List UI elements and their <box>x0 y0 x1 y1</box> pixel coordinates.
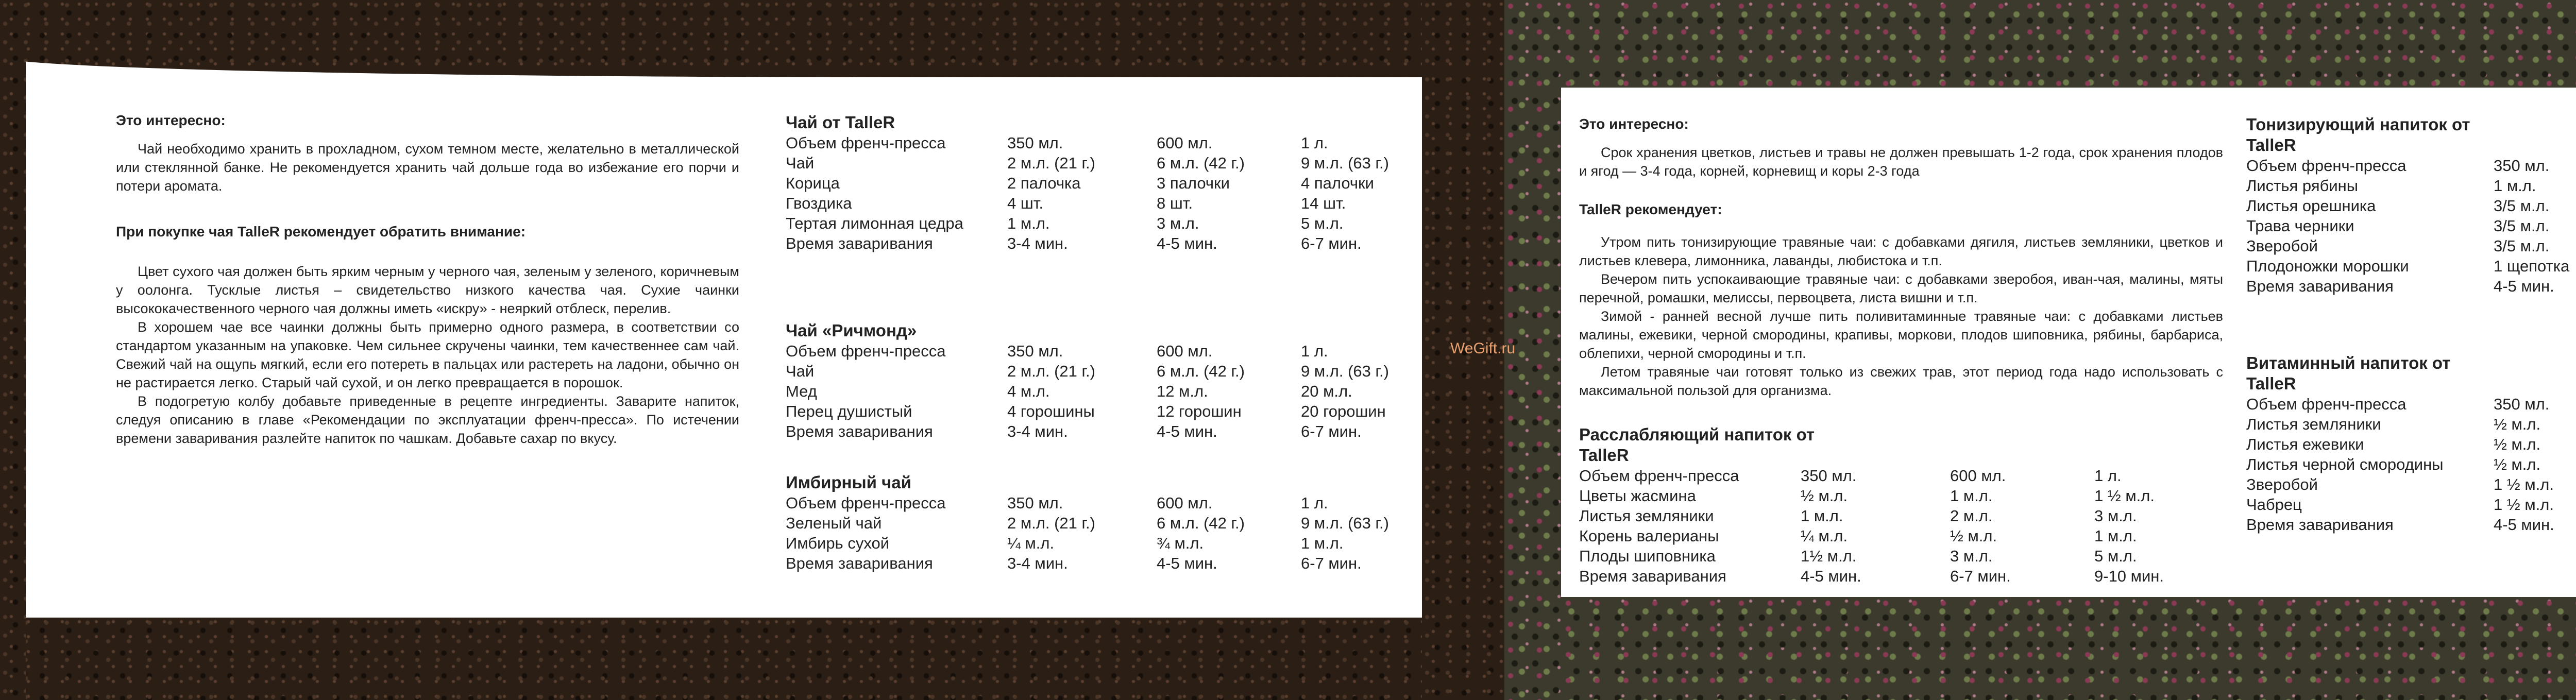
table-cell: ½ м.л. <box>1801 487 1848 505</box>
table-row <box>1579 566 2197 586</box>
table-cell: Время заваривания <box>786 234 933 252</box>
table-cell: 4-5 мин. <box>1157 422 1217 440</box>
recipe-table <box>2246 394 2576 535</box>
table-cell: 4 палочки <box>1301 174 1374 192</box>
table-cell: Время заваривания <box>2246 516 2394 534</box>
table-cell: 3 м.л. <box>1157 214 1199 232</box>
table-row <box>786 421 1414 441</box>
table-cell: Объем френч-пресса <box>786 494 946 512</box>
table-cell: 1 л. <box>1301 494 1328 512</box>
table-row <box>1579 486 2197 506</box>
right-text-column <box>1579 114 2223 586</box>
table-cell: 3-4 мин. <box>1007 554 1068 572</box>
tea-leaves-border-bottom <box>0 618 1504 700</box>
table-cell: 5 м.л. <box>2094 547 2137 565</box>
recipe-relax-drink <box>1579 424 2223 586</box>
watermark: WeGift.ru <box>1450 340 1516 357</box>
table-cell: Листья орешника <box>2246 197 2376 215</box>
table-row <box>1579 506 2197 526</box>
table-cell: Мед <box>786 382 817 400</box>
table-cell: ½ м.л. <box>1950 527 1997 545</box>
buying-paragraph: Цвет сухого чая должен быть ярким черным у черного чая, зеленым у зеленого, коричневым у оолонга. Тусклые листья – свидетельство низкого качества чая. Сухие чаинки высококачественного черного чая должны иметь «искру» - неяркий отблеск, перелив. <box>116 264 739 316</box>
table-row <box>786 233 1414 253</box>
table-cell: ½ м.л. <box>2494 415 2541 433</box>
table-cell: 350 мл. <box>1007 342 1063 360</box>
table-cell: 600 мл. <box>1950 467 2006 485</box>
recipe-table <box>786 493 1414 573</box>
table-cell: 6-7 мин. <box>1301 554 1362 572</box>
table-cell: 600 мл. <box>1157 342 1213 360</box>
table-cell: 5 м.л. <box>1301 214 1344 232</box>
table-cell: Чабрец <box>2246 496 2302 514</box>
table-cell: 6-7 мин. <box>1301 234 1362 252</box>
buying-paragraph: В подогретую колбу добавьте приведенные в рецепте ингредиенты. Заварите напиток, следуя описанию в главе «Рекомендации по эксплуатации френч-пресса». По истечении времени заваривания разлейте напиток по чашкам. Добавьте сахар по вкусу. <box>116 394 739 446</box>
table-row <box>2246 515 2576 535</box>
recommends-paragraph: Вечером пить успокаивающие травяные чаи: с добавками зверобоя, иван-чая, малины, мяты перечной, ромашки, мелиссы, первоцвета, листа вишни и т.п. <box>1579 271 2223 305</box>
table-row <box>2246 454 2576 474</box>
table-cell: 1 м.л. <box>1801 507 1843 525</box>
right-recipe-column <box>2246 114 2576 535</box>
interesting-text: Срок хранения цветков, листьев и травы не должен превышать 1-2 года, срок хранения плодов и ягод — 3-4 года, корней, корневищ и коры 2-3 года <box>1579 145 2223 179</box>
table-cell: 4-5 мин. <box>1157 234 1217 252</box>
recipe-table <box>2246 156 2576 296</box>
table-cell: 6 м.л. (42 г.) <box>1157 154 1245 172</box>
table-cell: 20 горошин <box>1301 402 1386 420</box>
table-cell: 12 горошин <box>1157 402 1242 420</box>
table-cell: ½ м.л. <box>2494 455 2541 473</box>
table-cell: 1 ½ м.л. <box>2094 487 2155 505</box>
table-cell: Объем френч-пресса <box>786 342 946 360</box>
table-cell: 3-4 мин. <box>1007 234 1068 252</box>
table-row <box>1579 526 2197 546</box>
table-cell: Объем френч-пресса <box>2246 395 2406 413</box>
recipe-table <box>786 341 1414 441</box>
table-row <box>786 341 1414 361</box>
table-row <box>786 133 1414 153</box>
recipe-title: Тонизирующий напиток от TalleR <box>2246 115 2470 155</box>
table-cell: 6 м.л. (42 г.) <box>1157 362 1245 380</box>
recipe-taller-tea <box>786 112 1419 253</box>
recipe-table <box>1579 466 2197 586</box>
table-cell: Перец душистый <box>786 402 912 420</box>
table-cell: Корица <box>786 174 840 192</box>
table-cell: Тертая лимонная цедра <box>786 214 963 232</box>
table-cell: 2 палочка <box>1007 174 1081 192</box>
table-cell: 1 м.л. <box>2094 527 2137 545</box>
table-cell: 1 щепотка <box>2494 257 2570 275</box>
table-cell: 6-7 мин. <box>1950 567 2011 585</box>
recipe-ginger-tea <box>786 472 1419 573</box>
recommends-paragraph: Зимой - ранней весной лучше пить поливитаминные травяные чаи: с добавками листьев малины, ежевики, черной смородины, крапивы, моркови, плодов шиповника, рябины, барбариса, облепихи, черной смородины и т.п. <box>1579 309 2223 361</box>
recommends-paragraph: Летом травяные чаи готовят только из свежих трав, этот период года надо использовать с максимальной пользой для организма. <box>1579 364 2223 398</box>
table-row <box>2246 494 2576 515</box>
table-row <box>786 401 1414 421</box>
table-cell: Время заваривания <box>2246 277 2394 295</box>
table-cell: Плоды шиповника <box>1579 547 1716 565</box>
table-cell: Объем френч-пресса <box>2246 157 2406 175</box>
table-cell: 9 м.л. (63 г.) <box>1301 514 1389 532</box>
table-cell: 1½ м.л. <box>1801 547 1857 565</box>
table-cell: 20 м.л. <box>1301 382 1352 400</box>
table-row <box>786 193 1414 213</box>
recipe-vitamin-drink <box>2246 353 2576 535</box>
table-cell: Чай <box>786 362 815 380</box>
table-row <box>786 533 1414 553</box>
table-cell: 4-5 мин. <box>1157 554 1217 572</box>
table-cell: 1 ½ м.л. <box>2494 496 2554 514</box>
table-cell: 350 мл. <box>1007 494 1063 512</box>
tea-leaves-border-top <box>0 0 1504 77</box>
table-cell: Плодоножки морошки <box>2246 257 2409 275</box>
table-cell: ¾ м.л. <box>1157 534 1204 552</box>
table-cell: Гвоздика <box>786 194 852 212</box>
recipe-richmond-tea <box>786 320 1419 441</box>
table-cell: Зверобой <box>2246 475 2318 493</box>
recommends-paragraphs <box>1579 233 2223 400</box>
table-row <box>2246 216 2576 236</box>
interesting-text: Чай необходимо хранить в прохладном, сухом темном месте, желательно в металлической или стеклянной банке. Не рекомендуется хранить чай дольше года во избежание его порчи и потери аромата. <box>116 141 739 194</box>
table-cell: 1 л. <box>1301 342 1328 360</box>
table-cell: Объем френч-пресса <box>786 134 946 152</box>
table-row <box>2246 434 2576 454</box>
buying-heading: При покупке чая TalleR рекомендует обратить внимание: <box>116 224 526 240</box>
table-row <box>2246 236 2576 256</box>
interesting-heading: Это интересно: <box>1579 116 1689 132</box>
table-cell: 2 м.л. (21 г.) <box>1007 154 1095 172</box>
table-cell: 3/5 м.л. <box>2494 217 2550 235</box>
recipe-title: Витаминный напиток от TalleR <box>2246 353 2451 393</box>
recipe-title: Чай «Ричмонд» <box>786 321 917 340</box>
table-cell: 1 м.л. <box>1301 534 1344 552</box>
table-row <box>786 553 1414 573</box>
recipe-title: Расслабляющий напиток от TalleR <box>1579 425 1815 465</box>
table-row <box>2246 414 2576 434</box>
table-cell: Зверобой <box>2246 237 2318 255</box>
table-cell: 3 м.л. <box>2094 507 2137 525</box>
table-cell: Время заваривания <box>1579 567 1726 585</box>
table-cell: 4 горошины <box>1007 402 1095 420</box>
table-cell: Зеленый чай <box>786 514 882 532</box>
table-cell: Листья земляники <box>1579 507 1714 525</box>
left-recipe-column <box>786 112 1419 573</box>
tea-leaves-border-left <box>0 0 26 700</box>
table-cell: Время заваривания <box>786 422 933 440</box>
table-cell: Листья рябины <box>2246 177 2359 195</box>
table-row <box>786 513 1414 533</box>
table-row <box>786 361 1414 381</box>
table-row <box>786 493 1414 513</box>
table-cell: 3 м.л. <box>1950 547 1993 565</box>
table-row <box>2246 156 2576 176</box>
table-cell: Цветы жасмина <box>1579 487 1696 505</box>
recommends-heading: TalleR рекомендует: <box>1579 201 1722 217</box>
table-cell: 4-5 мин. <box>1801 567 1861 585</box>
table-cell: 1 м.л. <box>1950 487 1993 505</box>
table-cell: 600 мл. <box>1157 134 1213 152</box>
table-cell: 6 м.л. (42 г.) <box>1157 514 1245 532</box>
table-cell: 4-5 мин. <box>2494 277 2554 295</box>
recipe-title: Чай от TalleR <box>786 113 895 132</box>
recommends-paragraph: Утром пить тонизирующие травяные чаи: с добавками дягиля, листьев земляники, цветков и листьев клевера, лимонника, лаванды, любистока и т.п. <box>1579 234 2223 268</box>
table-cell: 350 мл. <box>1801 467 1857 485</box>
table-row <box>786 381 1414 401</box>
table-cell: 1 л. <box>2094 467 2122 485</box>
table-row <box>2246 176 2576 196</box>
table-cell: 4 м.л. <box>1007 382 1050 400</box>
table-row <box>2246 394 2576 414</box>
table-cell: 1 ½ м.л. <box>2494 475 2554 493</box>
table-cell: ¼ м.л. <box>1801 527 1848 545</box>
table-cell: 6-7 мин. <box>1301 422 1362 440</box>
table-cell: 12 м.л. <box>1157 382 1208 400</box>
table-cell: 1 м.л. <box>1007 214 1050 232</box>
table-cell: 4 шт. <box>1007 194 1044 212</box>
table-row <box>2246 474 2576 494</box>
table-cell: 3 палочки <box>1157 174 1230 192</box>
table-cell: Листья земляники <box>2246 415 2381 433</box>
table-row <box>1579 466 2197 486</box>
table-cell: 14 шт. <box>1301 194 1346 212</box>
table-cell: 2 м.л. (21 г.) <box>1007 514 1095 532</box>
table-cell: 3-4 мин. <box>1007 422 1068 440</box>
herb-border-bottom <box>1504 597 2576 700</box>
recipe-title: Имбирный чай <box>786 473 911 492</box>
table-cell: 3/5 м.л. <box>2494 197 2550 215</box>
table-cell: 600 мл. <box>1157 494 1213 512</box>
interesting-heading: Это интересно: <box>116 112 226 128</box>
table-cell: ¼ м.л. <box>1007 534 1055 552</box>
table-cell: 3/5 м.л. <box>2494 237 2550 255</box>
table-cell: Объем френч-пресса <box>1579 467 1739 485</box>
table-row <box>2246 196 2576 216</box>
table-row <box>2246 256 2576 276</box>
table-cell: 350 мл. <box>2494 395 2550 413</box>
table-cell: Корень валерианы <box>1579 527 1719 545</box>
table-cell: Листья ежевики <box>2246 435 2364 453</box>
table-cell: ½ м.л. <box>2494 435 2541 453</box>
table-row <box>786 153 1414 173</box>
recipe-tonic-drink <box>2246 114 2576 296</box>
table-row <box>786 213 1414 233</box>
buying-paragraph: В хорошем чае все чаинки должны быть примерно одного размера, в соответствии со стандартом указанным на упаковке. Чем сильнее скручены чаинки, тем качественнее сам чай. Свежий чай на ощупь мягкий, если его потереть в пальцах или растереть на ладони, обычно он не растирается легко. Старый чай сухой, и он легко превращается в порошок. <box>116 319 739 390</box>
table-cell: 350 мл. <box>2494 157 2550 175</box>
buying-paragraphs <box>116 262 739 448</box>
table-cell: 2 м.л. (21 г.) <box>1007 362 1095 380</box>
table-cell: Чай <box>786 154 815 172</box>
table-cell: 9 м.л. (63 г.) <box>1301 154 1389 172</box>
table-cell: Трава черники <box>2246 217 2354 235</box>
table-cell: 9-10 мин. <box>2094 567 2164 585</box>
table-row <box>2246 276 2576 296</box>
table-cell: 9 м.л. (63 г.) <box>1301 362 1389 380</box>
table-cell: 2 м.л. <box>1950 507 1993 525</box>
table-cell: 1 м.л. <box>2494 177 2536 195</box>
table-cell: 350 мл. <box>1007 134 1063 152</box>
table-row <box>1579 546 2197 566</box>
table-cell: Листья черной смородины <box>2246 455 2444 473</box>
table-cell: Имбирь сухой <box>786 534 890 552</box>
table-cell: 8 шт. <box>1157 194 1193 212</box>
table-row <box>786 173 1414 193</box>
left-text-column <box>116 111 739 448</box>
table-cell: 4-5 мин. <box>2494 516 2554 534</box>
herb-border-top <box>1504 0 2576 88</box>
table-cell: Время заваривания <box>786 554 933 572</box>
recipe-table <box>786 133 1414 253</box>
table-cell: 1 л. <box>1301 134 1328 152</box>
